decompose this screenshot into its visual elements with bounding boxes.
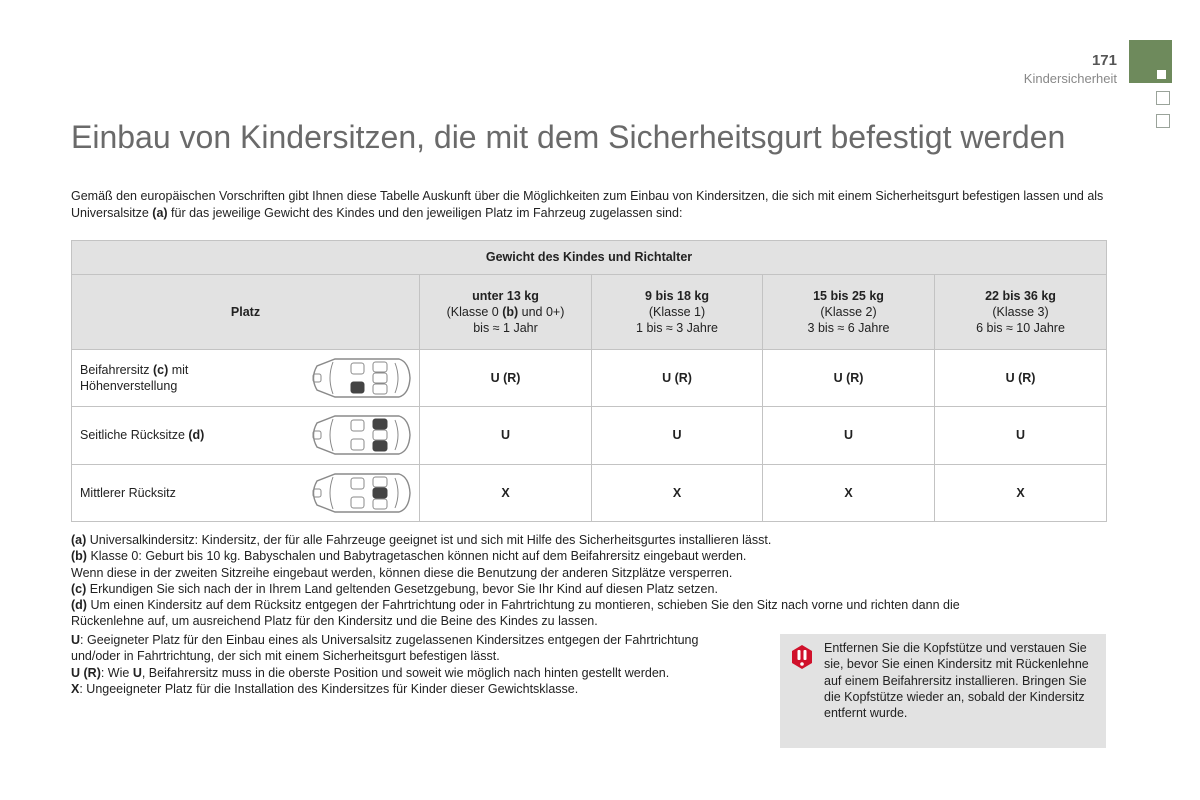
value-cell: U xyxy=(420,407,592,464)
chapter-tab-empty xyxy=(1156,114,1170,128)
value-cell: X xyxy=(420,464,592,521)
place-cell xyxy=(72,407,420,464)
footnotes xyxy=(71,532,1111,630)
category-header: 9 bis 18 kg (Klasse 1) 1 bis ≈ 3 Jahre xyxy=(592,274,763,349)
footnote-c: (c) Erkundigen Sie sich nach der in Ihrem Land geltenden Gesetzgebung, bevor Sie Ihr Kind auf diesen Platz setzen. xyxy=(71,581,718,596)
warning-text: Entfernen Sie die Kopfstütze und verstauen Sie sie, bevor Sie einen Kindersitz mit Rückenlehne auf einem Beifahrersitz installieren. Bringen Sie die Kopfstütze wieder an, sobald der Kindersitz entfernt wurde. xyxy=(824,641,1089,721)
value-cell: U xyxy=(763,407,935,464)
value-cell: U (R) xyxy=(763,349,935,406)
place-column-header: Platz xyxy=(72,274,420,349)
category-header: 22 bis 36 kg (Klasse 3) 6 bis ≈ 10 Jahre xyxy=(935,274,1107,349)
place-label: Seitliche Rücksitze (d) xyxy=(80,428,205,443)
place-cell xyxy=(72,349,420,406)
table-group-header: Gewicht des Kindes und Richtalter xyxy=(72,241,1107,275)
value-cell: U (R) xyxy=(935,349,1107,406)
section-label: Kindersicherheit xyxy=(1023,71,1117,86)
value-cell: U xyxy=(592,407,763,464)
chapter-tab-empty xyxy=(1156,91,1170,105)
page-title: Einbau von Kindersitzen, die mit dem Sicherheitsgurt befestigt werden xyxy=(71,119,1066,155)
car-seat-diagram-icon xyxy=(307,356,413,400)
category-header: 15 bis 25 kg (Klasse 2) 3 bis ≈ 6 Jahre xyxy=(763,274,935,349)
table-row xyxy=(72,349,1107,406)
chapter-tab-active xyxy=(1129,40,1172,83)
table-row xyxy=(72,407,1107,464)
car-seat-diagram-icon xyxy=(307,413,413,457)
value-cell: X xyxy=(592,464,763,521)
table-row xyxy=(72,464,1107,521)
footnote-b-continued: Wenn diese in der zweiten Sitzreihe eingebaut werden, können diese die Benutzung der anderen Sitzplätze versperren. xyxy=(71,565,733,580)
value-cell: U (R) xyxy=(592,349,763,406)
place-label: Beifahrersitz (c) mit Höhenverstellung xyxy=(80,362,189,393)
legend xyxy=(71,632,761,697)
value-cell: U xyxy=(935,407,1107,464)
footnote-d-continued: Rückenlehne auf, um ausreichend Platz für den Kindersitz und die Beine des Kindes zu lassen. xyxy=(71,614,598,629)
page-number: 171 xyxy=(1091,52,1117,69)
value-cell: X xyxy=(935,464,1107,521)
car-seat-diagram-icon xyxy=(307,471,413,515)
legend-x: X: Ungeeigneter Platz für die Installation des Kindersitzes für Kinder dieser Gewichtsklasse. xyxy=(71,681,579,696)
legend-ur: U (R): Wie U, Beifahrersitz muss in die oberste Position und soweit wie möglich nach hinten gestellt werden. xyxy=(71,665,670,680)
legend-u: U: Geeigneter Platz für den Einbau eines als Universalsitz zugelassenen Kindersitzes entgegen der Fahrtrichtung xyxy=(71,633,699,647)
tab-marker-icon xyxy=(1157,70,1166,79)
child-seat-table xyxy=(71,240,1107,522)
value-cell: U (R) xyxy=(420,349,592,406)
warning-exclamation-icon xyxy=(790,644,814,670)
category-header: unter 13 kg (Klasse 0 (b) und 0+) bis ≈ 1 Jahr xyxy=(420,274,592,349)
intro-text: Gemäß den europäischen Vorschriften gibt Ihnen diese Tabelle Auskunft über die Möglichkeiten zum Einbau von Kindersitzen, die sich mit einem Sicherheitsgurt befestigen lassen und als Universalsitze (a) für das jeweilige Gewicht des Kindes und den jeweiligen Platz im Fahrzeug zugelassen sind: xyxy=(71,189,1104,220)
warning-box xyxy=(780,634,1106,748)
footnote-a: (a) Universalkindersitz: Kindersitz, der für alle Fahrzeuge geeignet ist und sich mit Hilfe des Sicherheitsgurtes installieren lässt. xyxy=(71,533,772,547)
legend-u-continued: und/oder in Fahrtrichtung, der sich mit einem Sicherheitsgurt befestigen lässt. xyxy=(71,649,500,664)
footnote-b: (b) Klasse 0: Geburt bis 10 kg. Babyschalen und Babytragetaschen können nicht auf dem Beifahrersitz eingebaut werden. xyxy=(71,549,747,564)
place-label: Mittlerer Rücksitz xyxy=(80,485,176,500)
value-cell: X xyxy=(763,464,935,521)
footnote-d: (d) Um einen Kindersitz auf dem Rücksitz entgegen der Fahrtrichtung oder in Fahrtrichtung zu montieren, schieben Sie den Sitz nach vorne und richten dann die xyxy=(71,598,960,613)
place-cell xyxy=(72,464,420,521)
